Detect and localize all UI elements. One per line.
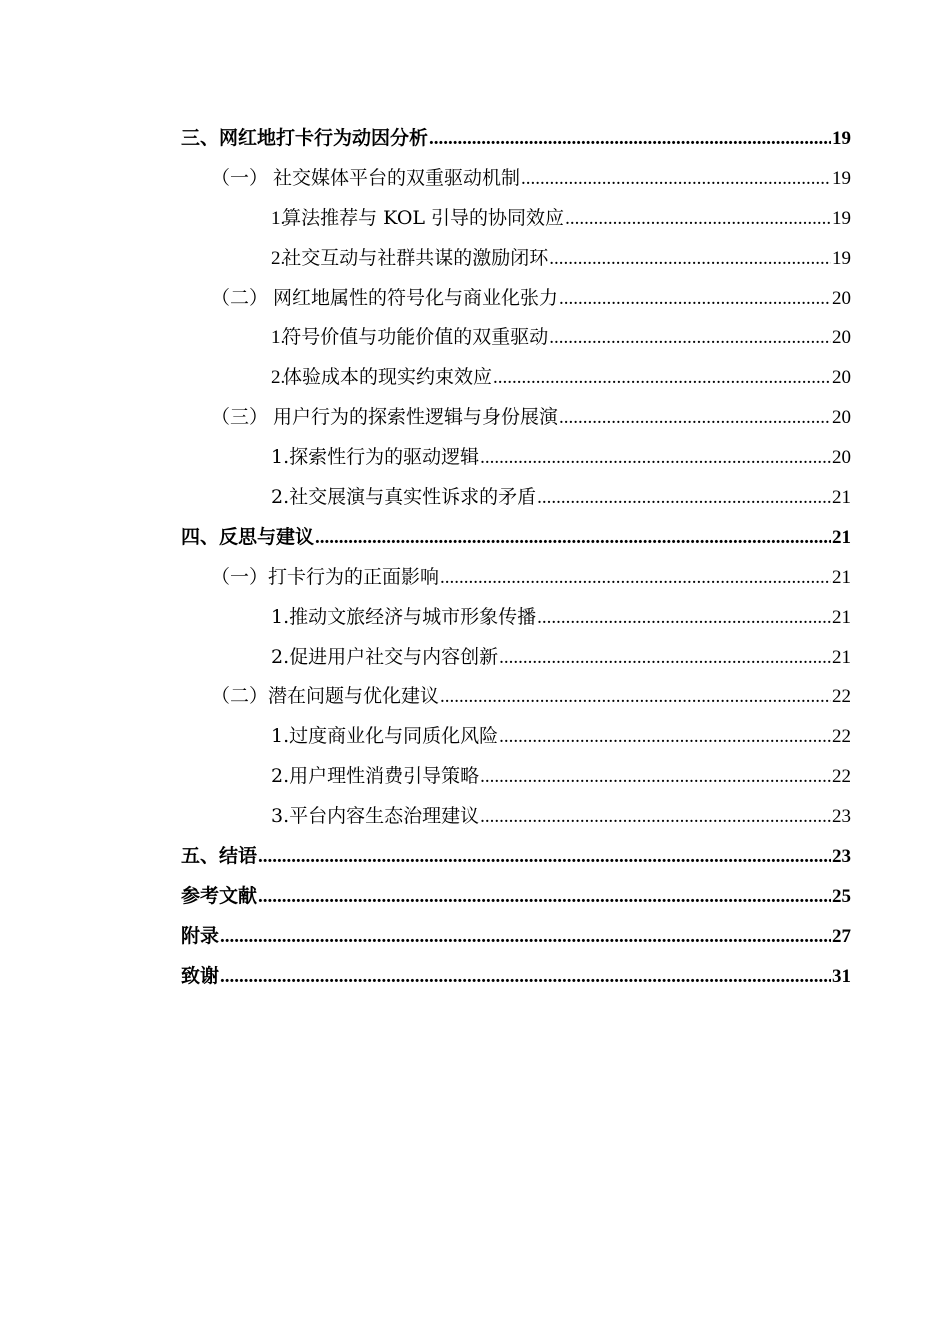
toc-entry-3-1-2[interactable]	[181, 239, 851, 279]
toc-dot-leader	[493, 358, 831, 398]
toc-entry-prefix: 2.	[271, 367, 286, 389]
toc-page-number: 19	[832, 128, 851, 149]
toc-dot-leader	[258, 837, 831, 877]
toc-page-number: 21	[832, 526, 851, 548]
toc-entry-3-3[interactable]	[181, 398, 851, 438]
toc-dot-leader	[429, 119, 831, 159]
toc-entry-section-3[interactable]	[181, 119, 851, 159]
toc-entry-3-1-1[interactable]	[181, 199, 851, 239]
toc-dot-leader	[440, 558, 831, 598]
toc-entry-title: 附录	[181, 924, 220, 947]
toc-entry-4-2-3[interactable]	[181, 797, 851, 837]
toc-entry-title: 3.平台内容生态治理建议	[271, 805, 480, 828]
toc-entry-title: 2.社交展演与真实性诉求的矛盾	[271, 486, 537, 509]
toc-entry-3-3-1[interactable]	[181, 438, 851, 478]
toc-dot-leader	[480, 757, 831, 797]
toc-page-number: 23	[832, 806, 851, 828]
toc-dot-leader	[559, 398, 831, 438]
toc-dot-leader	[220, 957, 831, 997]
toc-entry-section-4[interactable]	[181, 518, 851, 558]
toc-entry-4-1-2[interactable]	[181, 638, 851, 678]
toc-page-number: 21	[832, 606, 851, 628]
toc-dot-leader	[480, 797, 831, 837]
toc-page-number: 22	[832, 766, 851, 788]
toc-dot-leader	[559, 279, 831, 319]
toc-page-number: 20	[832, 447, 851, 469]
toc-dot-leader	[499, 717, 831, 757]
toc-entry-prefix: （一）	[211, 166, 269, 189]
toc-page-number: 27	[832, 925, 851, 947]
toc-entry-4-2[interactable]	[181, 677, 851, 717]
toc-page-number: 23	[832, 846, 851, 868]
toc-entry-3-3-2[interactable]	[181, 478, 851, 518]
toc-page-number: 19	[832, 247, 851, 269]
toc-entry-title: 1.探索性行为的驱动逻辑	[271, 446, 480, 469]
toc-entry-title: 网红地属性的符号化与商业化张力	[273, 286, 559, 309]
toc-page-number: 20	[832, 327, 851, 349]
toc-dot-leader	[537, 478, 831, 518]
toc-dot-leader	[549, 318, 831, 358]
toc-page-number: 21	[832, 646, 851, 668]
toc-dot-leader	[440, 677, 831, 717]
table-of-contents	[181, 119, 851, 997]
toc-entry-4-1[interactable]	[181, 558, 851, 598]
toc-page-number: 19	[832, 167, 851, 189]
toc-entry-4-2-1[interactable]	[181, 717, 851, 757]
toc-entry-title: 四、反思与建议	[181, 525, 315, 548]
toc-entry-prefix: 1.	[271, 327, 286, 349]
toc-entry-title: （二）潜在问题与优化建议	[211, 685, 440, 708]
toc-entry-title: （一）打卡行为的正面影响	[211, 565, 440, 588]
toc-entry-references[interactable]	[181, 877, 851, 917]
toc-dot-leader	[499, 638, 831, 678]
toc-entry-4-1-1[interactable]	[181, 598, 851, 638]
toc-entry-title: 1.过度商业化与同质化风险	[271, 725, 499, 748]
toc-dot-leader	[315, 518, 831, 558]
toc-entry-3-2-2[interactable]	[181, 358, 851, 398]
toc-entry-3-1[interactable]	[181, 159, 851, 199]
toc-entry-title: 2.促进用户社交与内容创新	[271, 645, 499, 668]
toc-entry-prefix: （二）	[211, 286, 269, 309]
toc-dot-leader	[549, 239, 831, 279]
toc-page-number: 21	[832, 566, 851, 588]
toc-entry-title: 三、网红地打卡行为动因分析	[181, 127, 429, 149]
toc-page-number: 25	[832, 885, 851, 907]
toc-entry-acknowledgements[interactable]	[181, 957, 851, 997]
toc-page-number: 20	[832, 367, 851, 389]
toc-entry-title: 参考文献	[181, 884, 258, 907]
toc-page-number: 21	[832, 487, 851, 509]
toc-entry-title: 用户行为的探索性逻辑与身份展演	[273, 406, 559, 429]
toc-entry-title: 2.用户理性消费引导策略	[271, 765, 480, 788]
toc-page-number: 20	[832, 287, 851, 309]
toc-entry-prefix: 1.	[271, 207, 286, 229]
toc-entry-title: 体验成本的现实约束效应	[282, 366, 492, 389]
toc-page-number: 31	[832, 965, 851, 987]
toc-entry-title: 1.推动文旅经济与城市形象传播	[271, 605, 537, 628]
toc-entry-3-2-1[interactable]	[181, 318, 851, 358]
toc-entry-3-2[interactable]	[181, 279, 851, 319]
toc-dot-leader	[480, 438, 831, 478]
toc-page-number: 20	[832, 407, 851, 429]
toc-dot-leader	[258, 877, 831, 917]
toc-entry-prefix: （三）	[211, 406, 269, 429]
toc-page-number: 22	[832, 686, 851, 708]
toc-entry-section-5[interactable]	[181, 837, 851, 877]
toc-entry-title: 社交媒体平台的双重驱动机制	[273, 166, 521, 189]
toc-entry-title: 符号价值与功能价值的双重驱动	[282, 326, 549, 349]
toc-entry-title: 算法推荐与 KOL 引导的协同效应	[282, 206, 565, 229]
toc-entry-title: 致谢	[181, 964, 220, 987]
toc-dot-leader	[565, 199, 831, 239]
toc-entry-title: 社交互动与社群共谋的激励闭环	[282, 246, 549, 269]
toc-entry-4-2-2[interactable]	[181, 757, 851, 797]
toc-page-number: 19	[832, 207, 851, 229]
toc-page-number: 22	[832, 726, 851, 748]
toc-dot-leader	[537, 598, 831, 638]
toc-dot-leader	[220, 917, 831, 957]
toc-dot-leader	[521, 159, 831, 199]
toc-entry-prefix: 2.	[271, 247, 286, 269]
toc-entry-title: 五、结语	[181, 845, 258, 868]
toc-entry-appendix[interactable]	[181, 917, 851, 957]
